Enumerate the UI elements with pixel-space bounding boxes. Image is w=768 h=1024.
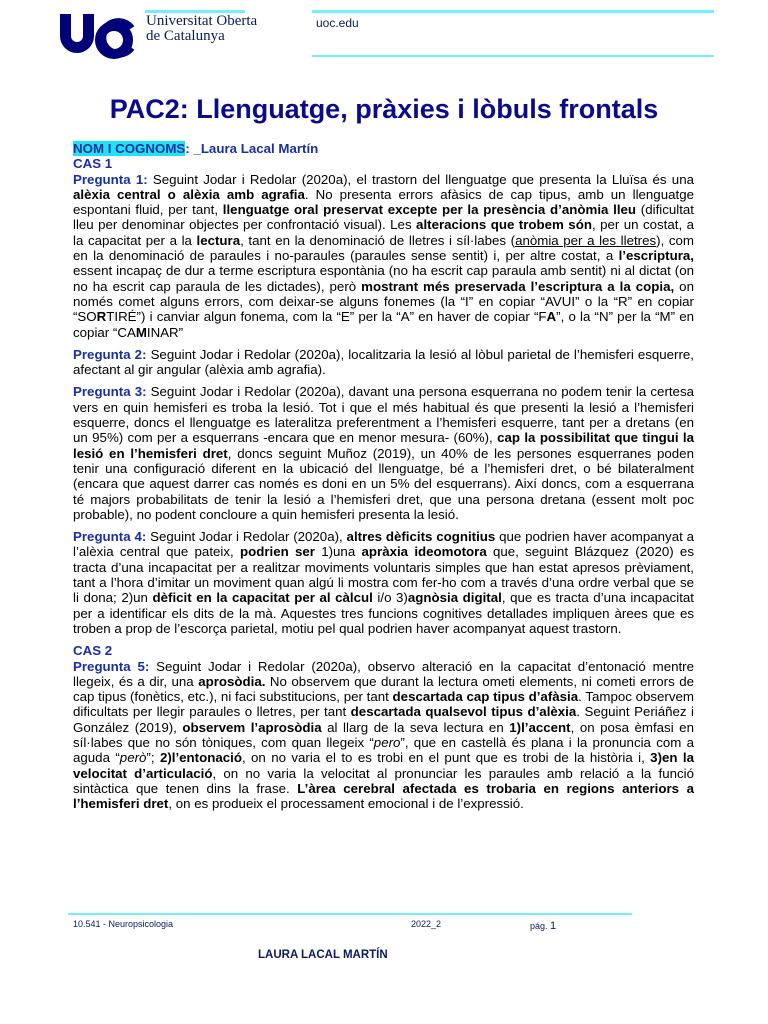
site-url[interactable]: uoc.edu xyxy=(316,16,359,30)
answer-5: Pregunta 5: Seguint Jodar i Redolar (2020a), observo alteració en la capacitat d’entonació mentre llegeix, és a dir, una aprosòdia. No observem que durant la lectura ometi elements, ni cometi errors de cap tipus (fonètics, etc.), ni faci substitucions, per tant descartada cap tipus d’afàsia. Tampoc observem dificultats per llegir paraules o lletres, per tant descartada qualsevol tipus d’alèxia. Seguint Periáñez i González (2019), observem l’aprosòdia al llarg de la seva lectura en 1)l’accent, on posa èmfasi en síl·labes que no són tòniques, com quan llegeix “pero”, que en castellà és plana i la pronuncia com a aguda “però”; 2)l’entonació, on no varia el to es trobi en el punt que es trobi de la història i, 3)en la velocitat d’articulació, on no varia la velocitat al pronunciar les paraules amb relació a la funció sintàctica que tenen dins la frase. L’àrea cerebral afectada es trobaria en regions anteriors a l’hemisferi dret, on es produeix el processament emocional i de l’expressió. xyxy=(73,658,695,812)
header-rule-right xyxy=(312,10,714,13)
footer-rule xyxy=(68,913,632,915)
author-name: LAURA LACAL MARTÍN xyxy=(258,949,388,961)
answer-3: Pregunta 3: Seguint Jodar i Redolar (2020a), davant una persona esquerrana no podem tenir la certesa vers en quin hemisferi es troba la lesió. Tot i que el més habitual és que presenti la lesió a l’hemisferi esquerre, doncs el llenguatge es lateralitza preferentment a l’hemisferi esquerre, tant per a dretans (en un 95%) com per a esquerrans -encara que en menor mesura- (60%), cap la possibilitat que tingui la lesió en l’hemisferi dret, doncs seguint Muñoz (2019), un 40% de les persones esquerranes poden tenir una configuració diferent en la ubicació del llenguatge, bé a l’hemisferi dret, o bé bilateralment (encara que aquest darrer cas només es doni en un 5% del esquerrans). Així doncs, com a esquerrana té majors probabilitats de tenir la lesió a l’hemisferi dret, que una persona dretana (essent molt poc probable), no podent concloure a quin hemisferi presenta la lesió. xyxy=(73,384,694,522)
page-number: 1 xyxy=(550,920,557,932)
page-title: PAC2: Llenguatge, pràxies i lòbuls frontals xyxy=(109,94,659,124)
footer-term: 2022_2 xyxy=(411,919,442,929)
university-name: Universitat Oberta de Catalunya xyxy=(146,13,258,44)
answer-4: Pregunta 4: Seguint Jodar i Redolar (2020a), altres dèficits cognitius que podrien haver acompanyat a l’alèxia central que pateix, podrien ser 1)una apràxia ideomotora que, seguint Blázquez (2020) es tracta d’una incapacitat per a realitzar moviments voluntaris simples que han estat apresos prèviament, tant a l’hora d’imitar un moviment quan algú li mostra com fer-ho com a través d’una ordre verbal que se li dona; 2)un dèficit en la capacitat per al càlcul i/o 3)agnòsia digital, que es tracta d’una incapacitat per a identificar els dits de la mà. Aquestes tres funcions cognitives detallades impliquen àrees que es troben a prop de l’escorça parietal, motiu pel qual podrien haver acompanyat aquest trastorn. xyxy=(73,529,695,636)
answer-2: Pregunta 2: Seguint Jodar i Redolar (2020a), localitzaria la lesió al lòbul parietal de l’hemisferi esquerre, afectant al gir angular (alèxia amb agrafia). xyxy=(73,346,694,378)
student-name: : _Laura Lacal Martín xyxy=(185,141,319,156)
name-label: NOM I COGNOMS xyxy=(73,141,186,156)
page-label: pág. xyxy=(530,921,548,931)
header-rule-bottom xyxy=(312,55,714,57)
uoc-logo-icon xyxy=(58,10,136,62)
document-body xyxy=(73,141,694,818)
case-1-heading: CAS 1 xyxy=(73,156,113,172)
student-name-line xyxy=(73,141,694,156)
footer-page xyxy=(530,920,556,932)
case-2-heading: CAS 2 xyxy=(73,643,113,659)
header-rule-left xyxy=(145,10,245,13)
footer-course: 10.541 - Neuropsicologia xyxy=(73,919,174,929)
answer-1: Pregunta 1: Seguint Jodar i Redolar (2020a), el trastorn del llenguatge que presenta la Lluïsa és una alèxia central o alèxia amb agrafia. No presenta errors afàsics de cap tipus, amb un llenguatge espontani fluid, per tant, llenguatge oral preservat excepte per la presència d’anòmia lleu (dificultat lleu per denominar objectes per confrontació visual). Les alteracions que trobem són, per un costat, a la capacitat per a la lectura, tant en la denominació de lletres i síl·labes (anòmia per a les lletres), com en la denominació de paraules i no-paraules (paraules sense sentit) i, per altre costat, a l’escriptura, essent incapaç de dur a terme escriptura espontània (no ha escrit cap paraula amb sentit) ni al dictat (on no ha escrit cap paraula de les dictades), però mostrant més preservada l’escriptura a la copia, on només comet alguns errors, com deixar-se alguns fonemes (la “I” en copiar “AVUI” o la “R” en copiar “SORTIRÉ”) i canviar algun fonema, com la “E” per la “A” en haver de copiar “FA”, o la “N” per la “M” en copiar “CAMINAR” xyxy=(73,171,695,340)
